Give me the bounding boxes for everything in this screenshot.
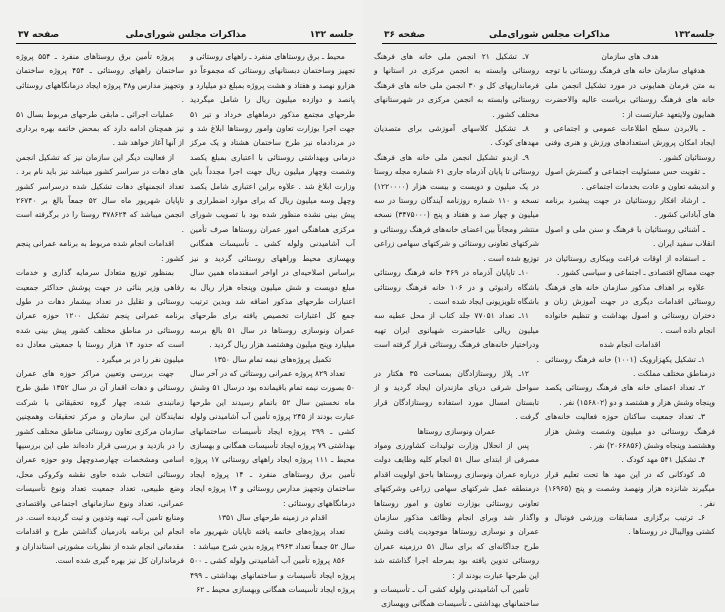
paragraph: ۱۱ـ تعداد ۷۷۰۵۱ جلد کتاب از محل عطیه سه میلیون ریالی علیاحضرت شهبانوی ایران تهیه ودراختیار خانه‌های فرهنگ روستائی قرار گرفته است .: [374, 311, 539, 364]
paragraph: پس از انحلال وزارت تولیدات کشاورزی ومواد مصرفی از ابتدای سال ۵۱ انجام کلیه وظایف دولت درباره عمران ونوسازی روستاها باحق اولویت اقدام درمنطقه عمل شرکتهای سهامی زراعی وشرکتهای تعاونی روستائی بوزارت تعاون و امور روستاها واگذار شد وبرای انجام وظائف مذکور سازمان عمران و نوسازی روستاها موجودیت یافت وشش طرح جداگانه‌ای که برای سال ۵۱ درزمینه عمران روستائی تدوین یافته بود بمرحله اجرا گذاشته شد این طرحها عبارت بودند از :: [374, 440, 540, 580]
paragraph: هدفهای سازمان خانه های فرهنگ روستائی با توجه به متن فرمان همایونی در مورد تشکیل انجمن ملی خانه های فرهنگ روستائی بریاست عالیه والاحضرت همایون ولایتعهد عبارتست از :: [545, 66, 715, 119]
section-heading: عمران ونوسازی روستاها: [417, 426, 496, 436]
paragraph: ۹ـ ازبدو تشکیل انجمن ملی خانه های فرهنگ روستائی تا پایان آذرماه جاری ۶۱ شماره مجله روستا در یک میلیون و دویست و بیست هزار (۱۲۲۰۰۰۰) نسخه و ۱۱۰ شماره روزنامه آیندگان روستا در سه میلیون و چهار صد و هفتاد و پنج (۳۴۷۵۰۰۰) نسخه منتشر ومجاناً بین اعضای خانه‌های فرهنگ روستائی و شرکتهای تعاونی روستائی و شرکتهای سهامی زراعی توزیع شده است .: [374, 152, 540, 263]
text-column-left: [374, 50, 539, 612]
paragraph: بمنظور توزیع متعادل سرمایه گذاری و خدمات رفاهی وزیر بنائی در جهت پوشش حداکثر جمعیت روستائی و تقلیل در تعداد بیشمار دهات در طول برنامه عمرانی پنجم تشکیل ۱۲۰۰ حوزه عمران روستائی در مناطق مختلف کشور پیش بینی شده است که حدود ۱۴ هزار روستا با جمعیتی معادل ده میلیون نفر را در بر میگیرد .: [16, 268, 184, 364]
publication-title: مذاکرات مجلس شورای‌ملی: [489, 30, 610, 40]
paragraph: تأمین آب آشامیدنی ولوله کشی آب ـ تأسیسات و ساختمانهای بهداشتی ـ تأسیسات همگانی وبهسازی: [374, 585, 539, 609]
publication-title: مذاکرات مجلس شورای‌ملی: [125, 30, 247, 40]
paragraph: ۱۰ـ تاپایان آذرماه در ۴۶۹ خانه فرهنگ روستائی باشگاه رادیوئی و در ۱۰۶ خانه فرهنگ روستائی باشگاه تلویزیونی ایجاد شده است .: [374, 268, 539, 306]
paragraph: ۸۵۶ پروژه تأمین آب آشامیدنی ولوله کشی ـ ۵۰۰ پروژه ایجاد تأسیسات و ساختمانهای بهداشتی ـ ۴۹۹ پروژه ایجاد تأسیسات همگانی وبهسازی محیط ـ ۶۲: [190, 556, 355, 595]
paragraph: ۸ـ تشکیل کلاسهای آموزشی برای متصدیان مهدهای کودک .: [374, 124, 539, 148]
paragraph: محیط ـ برق روستاهای منفرد ـ راههای روستائی و تجهیز وساختمان دبستانهای روستائی که مجموعاً دو هزارو نهصد و هفتاد و هشت پروژه بمبلغ دو میلیارد و پانصد و دوازده میلیون ریال را شامل میگردید طرحهای مجتمع مذکور درماههای خرداد و تیر ۵۱ جهت اجرا بوزارت تعاون وامور روستاها ابلاغ شد و در مردادماه نیز طرح ساختمان هشتاد و یک مرکز درمانی وبهداشتی روستائی با اعتباری بمبلغ یکصد وشصت وچهار میلیون ریال جهت اجرا مجدداً باین وزارت ابلاغ شد . علاوه براین اعتباری شامل یکصد وچهل وسه میلیون ریال که برای موارد اضطراری و پیش بینی نشده منظور شده بود با تصویب شورای مرکزی هماهنگی امور عمران روستاها صرف تأمین آب آشامیدنی ولوله کشی ـ تأسیسات همگانی وبهسازی محیط وراههای روستائی گردید و نیز براساس اصلاحیه‌ای در اواخر اسفندماه همین سال مبلغ دویست و شش میلیون وپنجاه هزار ریال به اعتبارات طرحهای مذکور اضافه شد وبدین ترتیب جمع کل اعتبارات تخصیص یافته برای طرحهای عمران ونوسازی روستاها در سال ۵۱ بالغ برسه میلیارد وپنج میلیون وهشتصد هزار ریال گردید .: [190, 52, 355, 350]
paragraph: ۴ـ تشکیل ۵۴۱ مهد کودک .: [621, 455, 705, 465]
paragraph: ـ تقویت حس مسئولیت اجتماعی و گسترش اصول و اندیشه تعاون و عادت بخدمات اجتماعی .: [545, 167, 715, 191]
page-number: صفحه ۳۷: [18, 30, 60, 40]
page-36: [362, 0, 725, 609]
paragraph: ـ استفاده از اوقات فراغت وبیکاری روستائیان در جهت مصالح اقتصادی ـ اجتماعی و سیاسی کشور .: [545, 253, 715, 278]
paragraph: جهت بررسی وتعیین مراکز حوزه های عمران روستائی و دهات اقمار آن در سال ۱۳۵۲ طبق طرح زمانبندی شده، چهار گروه تحقیقاتی با شرکت نمایندگان این سازمان و مرکز تحقیقات وهمچنین سازمان مرکزی تعاون روستائی مناطق مختلف کشور را در بازدید و بررسی قرار داده‌اند طی این بررسیها اسامی ومشخصات چهارصدوچهل ودو حوزه عمران روستائی انتخاب شده حاوی نقشه وکروکی محل، وضع طبیعی، تعداد جمعیت تعداد ونوع تأسیسات عمرانی، تعداد ونوع سازمانهای اجتماعی واقتصادی ومنابع تامین آب، تهیه وتدوین و ثبت گردیده است. در انجام این برنامه بادرمیان گذاشتن طرح و اقدامات مقدماتی انجام شده از نظریات مشورتی استانداران و فرمانداران کل نیز بهره گیری شده است.: [16, 368, 184, 566]
paragraph: ۲ـ تعداد اعضای خانه های فرهنگ روستائی یکصد وپنجاه وشش هزار و هشتصد و دو (۱۵۶۸۰۲) نفر .: [545, 383, 715, 407]
paragraph: ۳ـ تعداد جمعیت ساکنان حوزه فعالیت خانه‌های فرهنگ روستائی دو میلیون وشصت وشش هزار وهشتصد وپنجاه وشش (۲۰۶۶۸۵۶) نفر .: [545, 412, 715, 450]
paragraph: عملیات اجرائی ـ مابقی طرحهای مربوط بسال ۵۱ نیز همچنان ادامه دارد که بمحض خاتمه بهره برداری از آنها آغاز خواهد شد .: [16, 109, 184, 148]
paragraph: تعداد ۸۲۹ پروژه عمرانی روستائی که در آخر سال ۵۰ بصورت نیمه تمام باقیمانده بود درسال ۵۱ وشش ماه نخستین سال ۵۲ باتمام رسیدند این طرحها عبارت بودند از ۲۴۵ پروژه تأمین آب آشامیدنی ولوله کشی ـ ۲۹۹ پروژه ایجاد تأسیسات ساختمانهای بهداشتی ۷۹ پروژه ایجاد تأسیسات همگانی و بهسازی محیط ـ ۱۱۱ پروژه ایجاد راههای روستائی ۱۷ پروژه تأمین برق روستاهای منفرد ـ ۱۴ پروژه ایجاد ساختمان وتجهیز مدارس روستائی و ۱۴ پروژه ایجاد درمانگاههای روستائی :: [190, 368, 356, 508]
page-37: [0, 0, 362, 599]
paragraph: ۵ـ کودکانی که در این مهد ها تحت تعلیم قرار میگیرند شانزده هزار ونهصد وشصت و پنج (۱۶۹۶۵) نفر .: [545, 469, 715, 508]
paragraph: ۱۲ـ پلاژ روستازادگان بمساحت ۳۵ هکتار در سواحل شرقی دریای مازندران ایجاد گردید و از تابستان امسال مورد استفاده روستازادگان قرار گرفت .: [374, 368, 539, 422]
paragraph: اقدامات انجام شده مربوط به برنامه عمرانی پنجم کشور :: [16, 239, 184, 263]
running-header: [16, 30, 356, 44]
session-number: جلسه ۱۳۲: [309, 30, 354, 40]
paragraph: پروژه تأمین برق روستاهای منفرد ـ ۵۵۴ پروژه ساختمان راههای روستائی ـ ۴۵۴ پروژه ساختمان وتجهیز مدارس و۳۸ پروژه ایجاد درمانگاههای روستائی .: [16, 52, 184, 105]
page-number: صفحه ۳۶: [384, 30, 426, 40]
paragraph: ـ بالابردن سطح اطلاعات عمومی و اجتماعی و ایجاد امکان پرورش استعدادهای ورزش و هنری وفنی روستائیان کشور .: [545, 124, 715, 162]
section-heading: اقدامات انجام شده: [599, 340, 661, 350]
paragraph: علاوه بر اهداف مذکور سازمان خانه های فرهنگ روستائی اقدامات دیگری در جهت آموزش زنان و دختران روستائی و اصول بهداشت و تنظیم خانواده انجام داده است .: [545, 282, 715, 335]
paragraph: ۶ـ ترتیب برگزاری مسابقات ورزشی فوتبال و کشتی ووالیبال در روستاها .: [545, 513, 715, 537]
paragraph: ـ آشنائی روستائیان با فرهنگ و سنن ملی و اصول انقلاب سفید ایران .: [545, 224, 715, 249]
section-heading: هدف های سازمان: [601, 52, 659, 61]
paragraph: ۱ـ تشکیل یکهزارویک (۱۰۰۱) خانه فرهنگ روستائی درمناطق مختلف مملکت .: [545, 354, 715, 378]
section-heading: تکمیل پروژه‌های نیمه تمام سال ۱۳۵۰: [213, 354, 332, 364]
text-column-right: [545, 50, 715, 540]
running-header: [382, 30, 717, 44]
text-column-left: [16, 50, 184, 569]
text-column-right: [190, 50, 355, 597]
paragraph: ۷ـ تشکیل ۲۱ انجمن ملی خانه های فرهنگ روستائی وابسته به انجمن مرکزی در استانها و فرمانداریهای کل و ۳۰ انجمن ملی خانه های فرهنگ روستائی وابسته به انجمن مرکزی در شهرستانهای مختلف کشور .: [374, 52, 539, 119]
session-number: جلسه۱۳۲: [673, 30, 715, 40]
section-heading: اقدام در زمینه طرحهای سال ۱۳۵۱: [217, 513, 328, 522]
paragraph: ـ ارشاد افکار روستائیان در جهت پیشبرد برنامه های آبادانی کشور .: [545, 196, 715, 220]
paragraph: تعداد پروژه‌های خاتمه یافته تاپایان شهریور ماه سال ۵۲ جمعاً تعداد ۲۹۶۳ پروژه بدین شرح میباشد :: [190, 527, 355, 551]
paragraph: از فعالیت دیگر این سازمان نیز که تشکیل انجمن های دهات در سراسر کشور میباشد نیز باید نام برد . تعداد انجمنهای دهات تشکیل شده درسراسر کشور تاپایان شهریور ماه سال ۵۲ جمعاً بالغ بر ۲۶۷۴۰ انجمن میباشد که ۳۷۸۶۲۴ روستا را در برگرفته است .: [16, 152, 184, 234]
